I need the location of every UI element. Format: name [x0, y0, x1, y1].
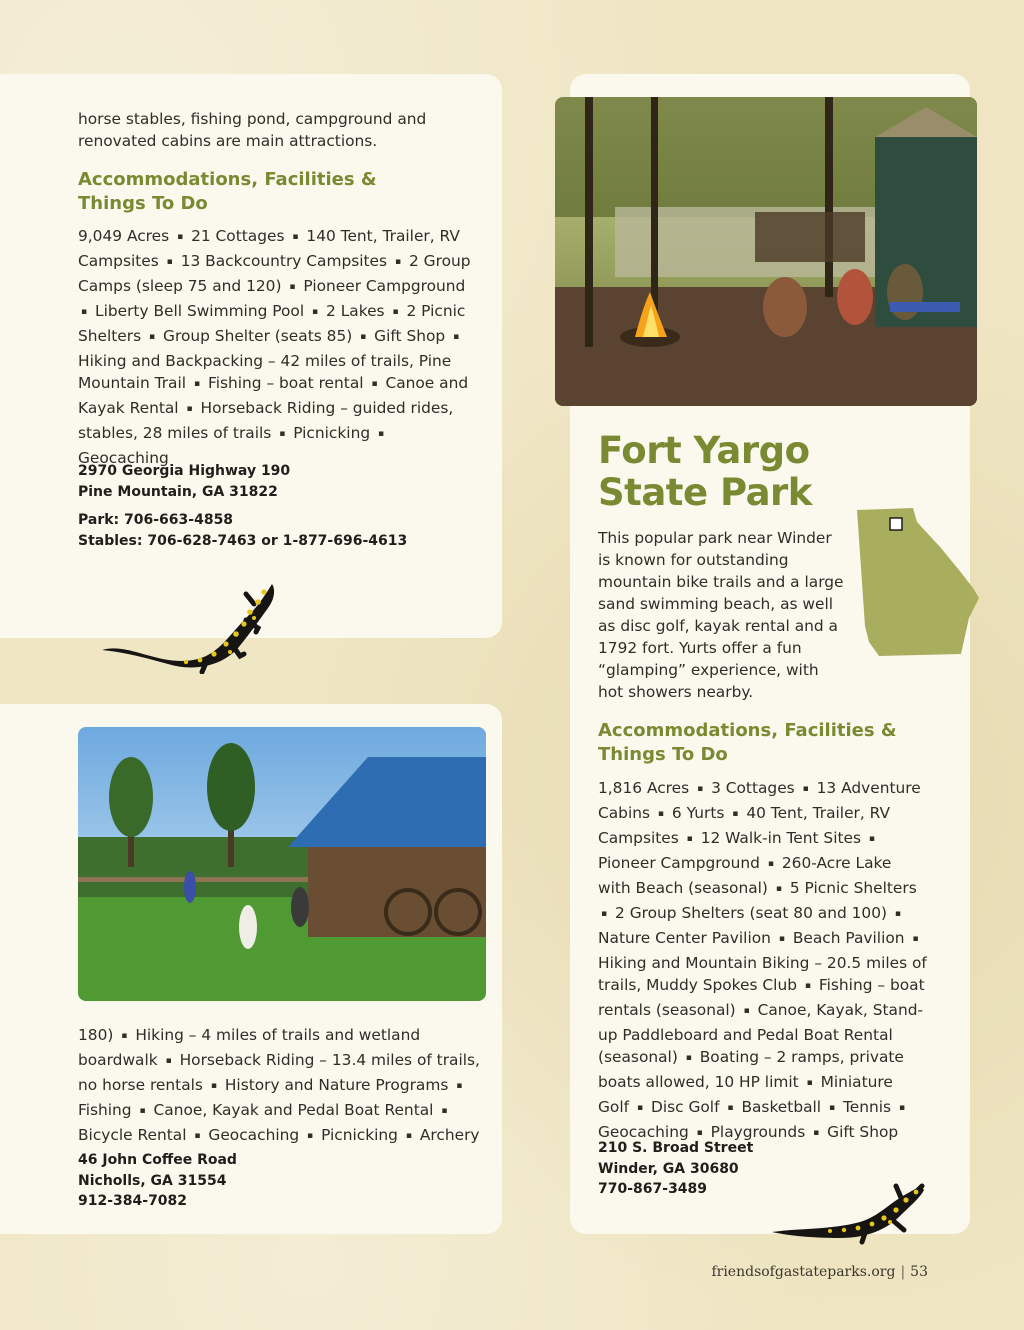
amenities-list-bottom-left [78, 1024, 493, 1149]
amenity-item: 9,049 Acres [78, 227, 170, 245]
address-right [598, 1138, 753, 1200]
amenity-item: 5 Picnic Shelters [789, 879, 917, 897]
bullet-separator: ▪ [149, 332, 156, 342]
amenity-item: Basketball [741, 1098, 822, 1116]
phones-left [78, 510, 407, 551]
amenity-item: Archery [419, 1126, 480, 1144]
bullet-separator: ▪ [289, 282, 296, 292]
amenity-item: 21 Cottages [191, 227, 285, 245]
heading-line-2: Things To Do [78, 193, 208, 214]
park-title-line-2: State Park [598, 471, 812, 514]
amenity-item: Gift Shop [374, 327, 446, 345]
bullet-separator: ▪ [727, 1103, 734, 1113]
park-title [598, 430, 812, 514]
bullet-separator: ▪ [193, 379, 201, 389]
address-line-2: Winder, GA 30680 [598, 1160, 739, 1177]
amenity-item: 13 Adventure Cabins [598, 779, 921, 822]
bullet-separator: ▪ [696, 1128, 703, 1138]
bullet-separator: ▪ [767, 859, 774, 869]
intro-text-left: horse stables, fishing pond, campground and renovated cabins are main attractions. [78, 110, 427, 150]
amenity-item: History and Nature Programs [224, 1076, 449, 1094]
amenity-item: 40 Tent, Trailer, RV Campsites [598, 804, 891, 847]
amenity-item: Pioneer Campground [303, 277, 466, 295]
bullet-separator: ▪ [453, 332, 460, 342]
phone: 770-867-3489 [598, 1181, 708, 1197]
page-footer: friendsofgastateparks.org | 53 [711, 1264, 928, 1280]
amenity-item: 2 Lakes [326, 302, 385, 320]
bullet-separator: ▪ [868, 834, 876, 844]
bullet-separator: ▪ [775, 884, 782, 894]
bullet-separator: ▪ [139, 1106, 146, 1116]
bullet-separator: ▪ [804, 981, 811, 991]
georgia-state-map [855, 506, 983, 658]
farm-stables-photo [78, 727, 486, 1001]
bullet-separator: ▪ [743, 1006, 750, 1016]
amenity-item: Bicycle Rental [78, 1126, 187, 1144]
spotted-salamander-icon [770, 1172, 926, 1246]
amenity-item: Hiking – 4 miles of trails and wetland boardwalk [78, 1026, 421, 1069]
amenity-item: Fishing – boat rental [207, 374, 364, 392]
bullet-separator: ▪ [601, 909, 608, 919]
amenity-item: 3 Cottages [711, 779, 795, 797]
amenity-item: 6 Yurts [671, 804, 725, 822]
amenity-item: Fishing – boat rentals (seasonal) [598, 976, 925, 1019]
bullet-separator: ▪ [685, 1053, 692, 1063]
phone: 912-384-7082 [78, 1193, 188, 1209]
park-location-marker [890, 518, 902, 530]
bullet-separator: ▪ [279, 429, 286, 439]
phone-stables: Stables: 706-628-7463 or 1-877-696-4613 [78, 532, 408, 549]
heading-line-2: Things To Do [598, 744, 728, 765]
amenity-item: Canoe and Kayak Rental [78, 374, 469, 417]
bullet-separator: ▪ [392, 307, 399, 317]
campfire-photo [555, 97, 977, 406]
amenity-item: Canoe, Kayak, Stand-up Paddleboard and Pedal Boat Rental (seasonal) [598, 1001, 924, 1066]
bullet-separator: ▪ [732, 809, 739, 819]
bullet-separator: ▪ [441, 1106, 448, 1116]
address-line-2: Nicholls, GA 31554 [78, 1172, 227, 1189]
amenity-item: 12 Walk-in Tent Sites [700, 829, 861, 847]
bullet-separator: ▪ [177, 232, 184, 242]
amenity-item: Group Shelter (seats 85) [163, 327, 353, 345]
page-number: 53 [910, 1264, 928, 1280]
bullet-separator: ▪ [210, 1081, 217, 1091]
heading-line-1: Accommodations, Facilities & [598, 720, 897, 741]
amenity-item: 140 Tent, Trailer, RV Campsites [78, 227, 460, 270]
bullet-separator: ▪ [806, 1078, 813, 1088]
bullet-separator: ▪ [360, 332, 367, 342]
bullet-separator: ▪ [312, 307, 319, 317]
amenity-item: Horseback Riding – guided rides, stables, 28 miles of trails [78, 399, 454, 442]
bullet-separator: ▪ [778, 934, 785, 944]
amenity-item: Fishing [78, 1101, 132, 1119]
amenity-item: Geocaching [208, 1126, 300, 1144]
address-bottom-left [78, 1150, 237, 1212]
amenity-item: Pioneer Campground [598, 854, 760, 872]
bullet-separator: ▪ [813, 1128, 820, 1138]
bullet-separator: ▪ [657, 809, 665, 819]
amenity-item: Hiking and Mountain Biking – 20.5 miles of trails, Muddy Spokes Club [598, 954, 927, 994]
amenity-item: Horseback Riding – 13.4 miles of trails, no horse rentals [78, 1051, 480, 1094]
address-line-2: Pine Mountain, GA 31822 [78, 483, 278, 500]
bullet-separator: ▪ [802, 784, 809, 794]
amenity-item: 180) [78, 1026, 114, 1044]
amenity-item: 260-Acre Lake with Beach (seasonal) [598, 854, 892, 897]
amenity-item: 2 Picnic Shelters [78, 302, 466, 345]
phone-park: Park: 706-663-4858 [78, 512, 234, 528]
bullet-separator: ▪ [371, 379, 378, 389]
amenity-item: 13 Backcountry Campsites [180, 252, 388, 270]
address-line-1: 210 S. Broad Street [598, 1140, 754, 1156]
bullet-separator: ▪ [456, 1081, 463, 1091]
park-title-line-1: Fort Yargo [598, 429, 810, 472]
amenity-item: Gift Shop [827, 1123, 899, 1141]
amenity-item: Geocaching [78, 449, 169, 467]
amenity-item: Boating – 2 ramps, private boats allowed, 10 HP limit [598, 1048, 904, 1091]
amenity-item: Playgrounds [710, 1123, 806, 1141]
address-left [78, 461, 290, 502]
amenity-item: Disc Golf [650, 1098, 720, 1116]
bullet-separator: ▪ [894, 909, 902, 919]
amenity-item: Hiking and Backpacking – 42 miles of trails, Pine Mountain Trail [78, 352, 452, 392]
bullet-separator: ▪ [697, 784, 704, 794]
amenity-item: 2 Group Camps (sleep 75 and 120) [78, 252, 471, 295]
amenity-item: Picnicking [293, 424, 371, 442]
bullet-separator: ▪ [166, 257, 173, 267]
amenity-item: Geocaching [598, 1123, 689, 1141]
bullet-separator: ▪ [186, 404, 193, 414]
bullet-separator: ▪ [912, 934, 919, 944]
amenity-item: 2 Group Shelters (seat 80 and 100) [615, 904, 888, 922]
address-line-1: 2970 Georgia Highway 190 [78, 463, 291, 479]
amenities-list-left [78, 225, 473, 469]
amenity-item: Liberty Bell Swimming Pool [95, 302, 305, 320]
amenities-heading-right [598, 719, 898, 767]
bullet-separator: ▪ [121, 1031, 128, 1041]
heading-line-1: Accommodations, Facilities & [78, 169, 377, 190]
amenity-item: Canoe, Kayak and Pedal Boat Rental [153, 1101, 434, 1119]
amenity-item: Beach Pavilion [792, 929, 905, 947]
intro-text-right: This popular park near Winder is known for outstanding mountain bike trails and a large sand swimming beach, as well as disc golf, kayak rental and a 1792 fort. Yurts offer a fun “glamping” experience, with hot showers nearby. [598, 529, 844, 701]
bullet-separator: ▪ [828, 1103, 836, 1113]
bullet-separator: ▪ [194, 1131, 201, 1141]
bullet-separator: ▪ [636, 1103, 644, 1113]
bullet-separator: ▪ [165, 1056, 172, 1066]
bullet-separator: ▪ [81, 307, 88, 317]
amenities-heading-left [78, 168, 408, 216]
amenity-item: Miniature Golf [598, 1073, 893, 1116]
amenities-list-right [598, 777, 928, 1146]
amenity-item: Picnicking [321, 1126, 398, 1144]
amenity-item: Tennis [843, 1098, 892, 1116]
bullet-separator: ▪ [378, 429, 385, 439]
address-line-1: 46 John Coffee Road [78, 1152, 237, 1168]
bullet-separator: ▪ [686, 834, 693, 844]
bullet-separator: ▪ [292, 232, 299, 242]
spotted-salamander-icon [98, 576, 278, 674]
amenity-item: Nature Center Pavilion [598, 929, 771, 947]
amenity-item: 1,816 Acres [598, 779, 690, 797]
bullet-separator: ▪ [307, 1131, 314, 1141]
bullet-separator: ▪ [394, 257, 402, 267]
footer-website: friendsofgastateparks.org [711, 1264, 896, 1280]
bullet-separator: ▪ [898, 1103, 906, 1113]
bullet-separator: ▪ [405, 1131, 412, 1141]
